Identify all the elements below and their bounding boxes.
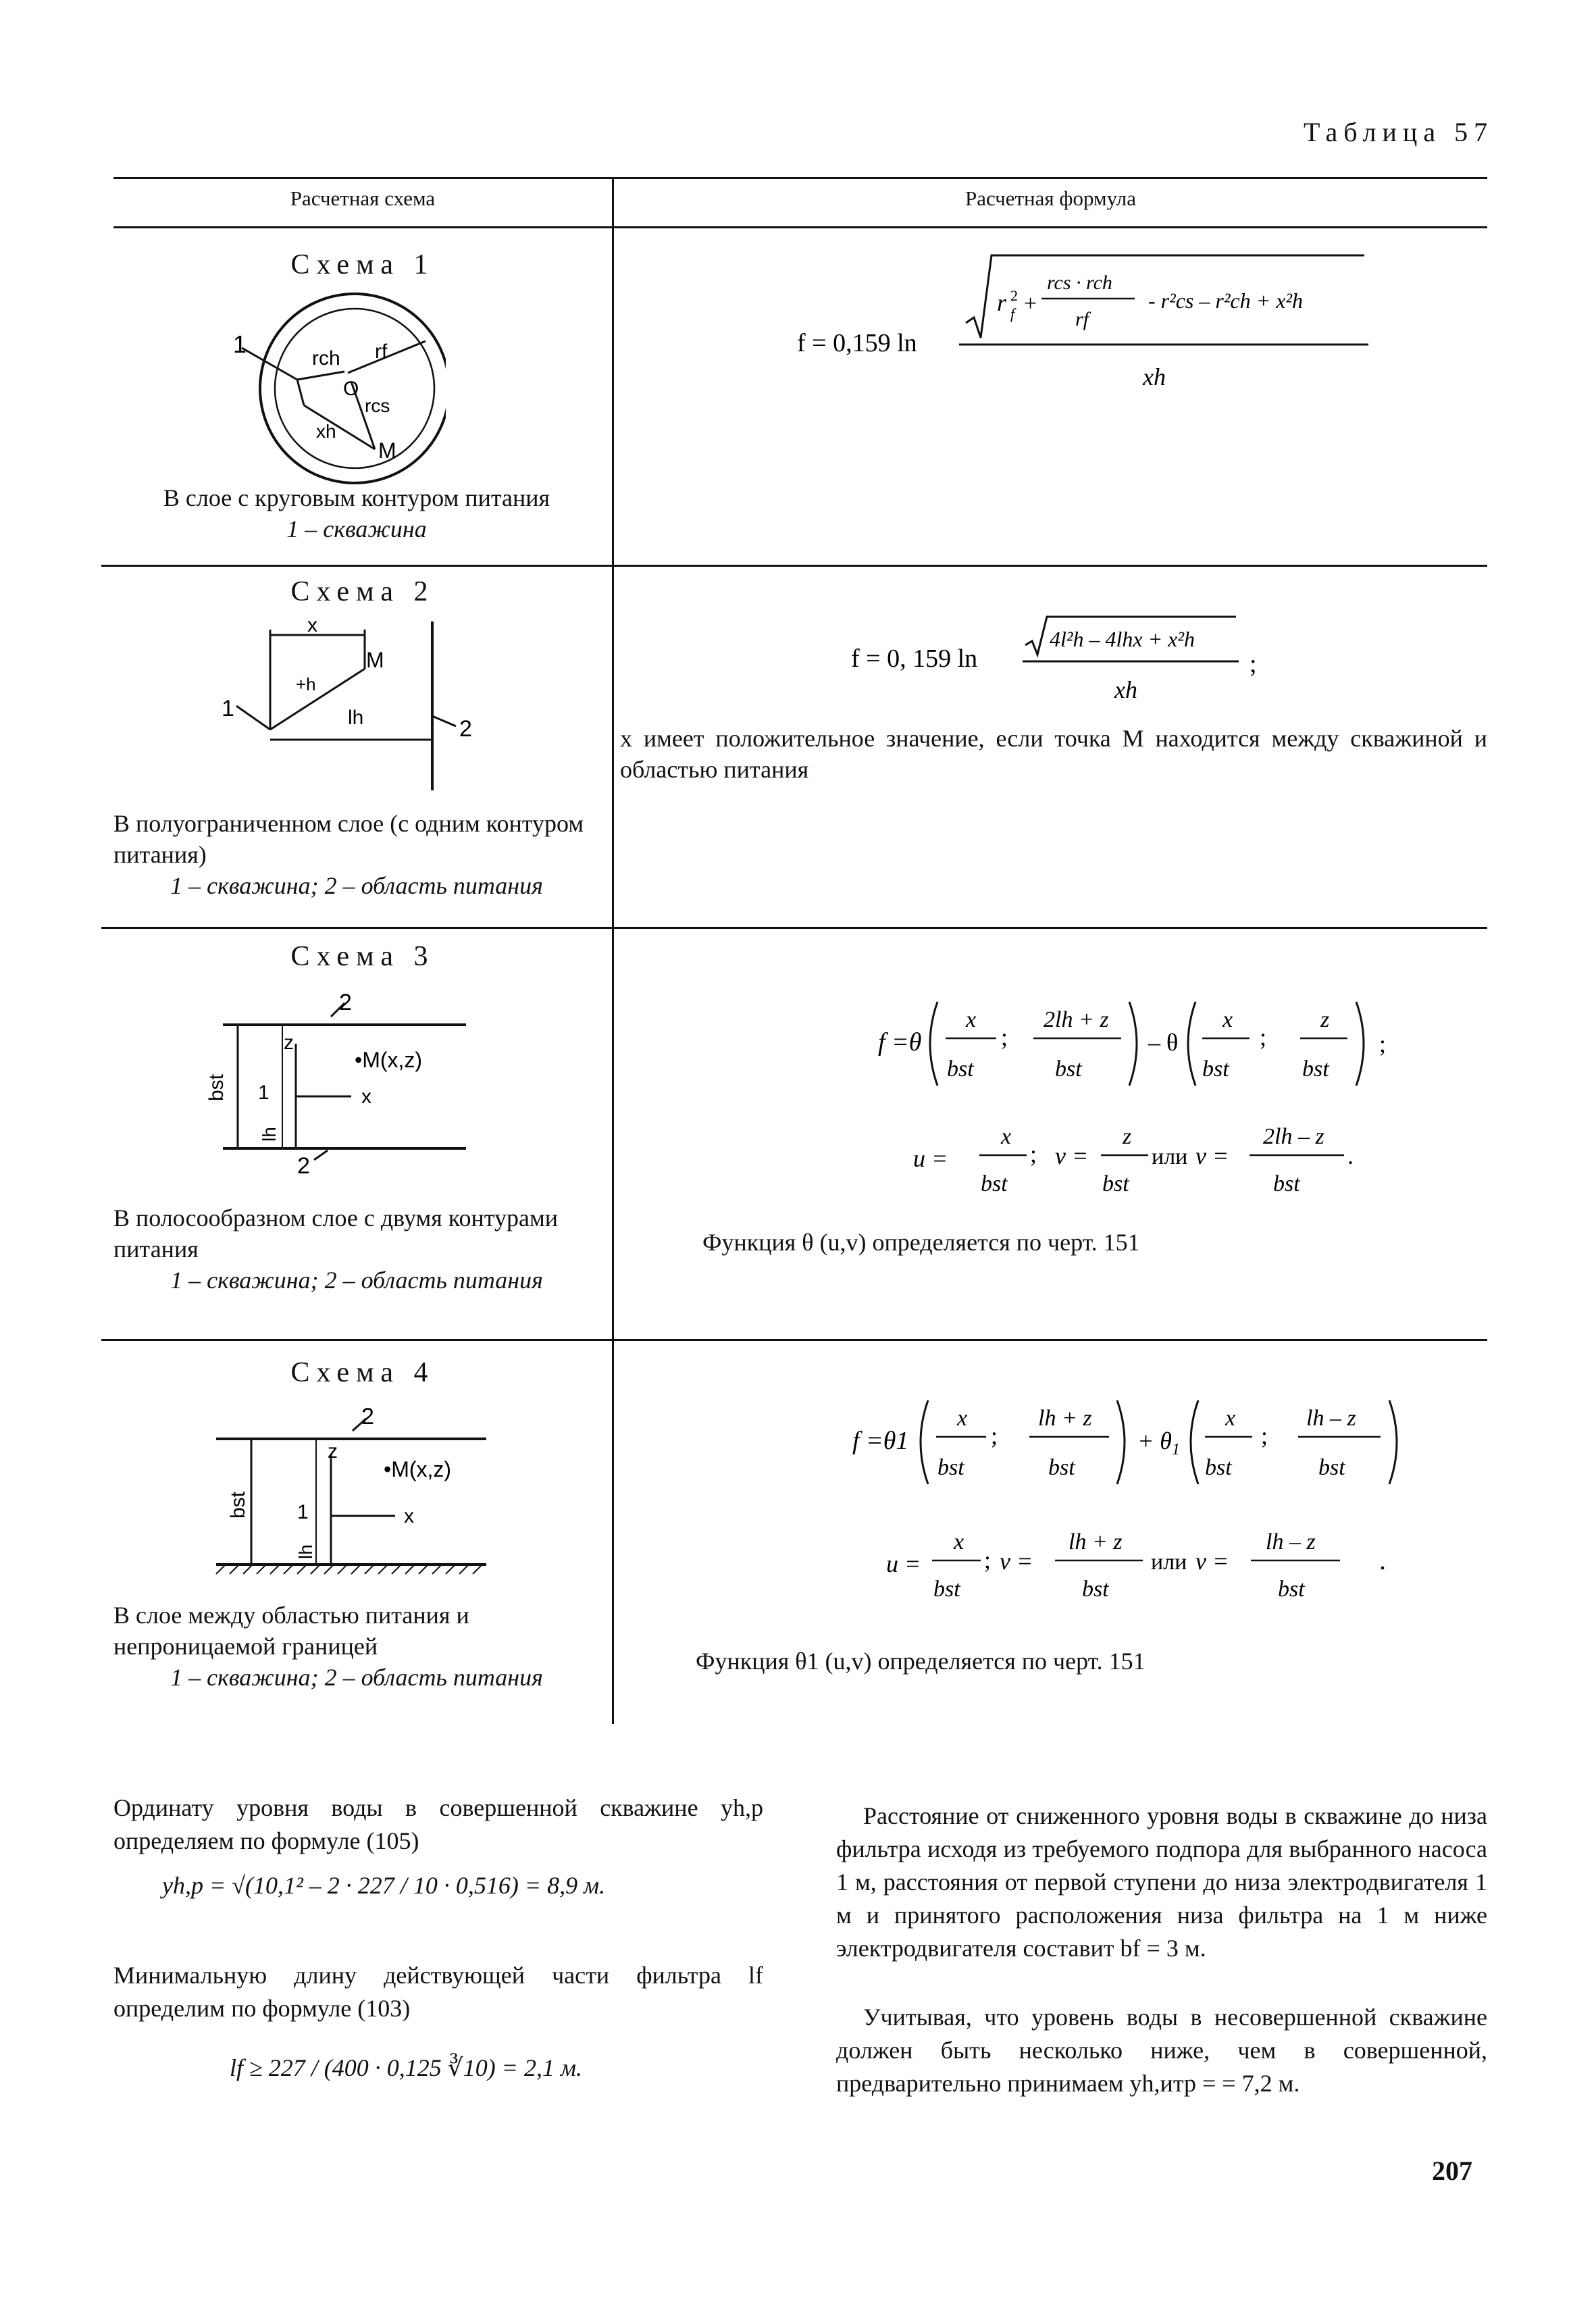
scheme-2-caption-legend: 1 – скважина; 2 – область питания (170, 872, 543, 899)
scheme-4-label-x: x (404, 1505, 414, 1527)
formula-1 (797, 243, 1459, 399)
formula-2-num: 4l²h – 4lhx + x²h (1050, 627, 1195, 651)
formula-1-term-c: - r²cs – r²ch + x²h (1148, 288, 1303, 313)
scheme-4-caption (113, 1600, 600, 1693)
formula-1-den: xh (1143, 363, 1166, 390)
scheme-4-label-1: 1 (297, 1501, 309, 1523)
formula-1-term-b: rf (1075, 308, 1089, 330)
scheme-3-figure (196, 983, 480, 1179)
scheme-4-caption-legend: 1 – скважина; 2 – область питания (170, 1664, 543, 1691)
scheme-3-label-bst: bst (205, 1073, 228, 1101)
scheme-4-figure (203, 1397, 500, 1586)
scheme-4-caption-main: В слое между областью питания и непроницаемой границей (113, 1602, 469, 1660)
scheme-1-label-o: O (343, 378, 359, 400)
table-top-rule (113, 177, 1487, 179)
scheme-2-figure (209, 615, 493, 797)
page-number: 207 (1432, 2156, 1472, 2186)
scheme-2-label-x: x (307, 615, 317, 636)
formula-3-x1: x (966, 1007, 977, 1032)
formula-3-bst3: bst (1202, 1057, 1229, 1082)
formula-4-u-bst: bst (933, 1577, 960, 1602)
svg-text:2: 2 (1010, 287, 1018, 304)
header-scheme: Расчетная схема (290, 186, 436, 210)
scheme-3-caption-legend: 1 – скважина; 2 – область питания (170, 1267, 543, 1294)
formula-3-or: или (1152, 1144, 1188, 1169)
scheme-2-label-2: 2 (459, 716, 472, 742)
scheme-3-label-z: z (284, 1032, 294, 1054)
row-rule-3 (101, 1339, 1487, 1341)
scheme-4-label-lh: lh (295, 1544, 316, 1559)
svg-text:v =: v = (1195, 1548, 1229, 1575)
formula-3-u-bst: bst (981, 1171, 1008, 1196)
bottom-right-paragraph-2: Учитывая, что уровень воды в несовершенной скважине должен быть несколько ниже, чем в совершенной, предварительно принимаем yh,итр = = 7,2 м. (836, 2004, 1487, 2097)
formula-4-bst4: bst (1318, 1455, 1345, 1480)
formula-2-tail: ; (1250, 650, 1257, 678)
svg-text:v =: v = (1000, 1548, 1033, 1575)
svg-text:r: r (997, 289, 1007, 316)
table-title: Таблица 57 (1304, 117, 1494, 147)
scheme-1-label-rch: rch (312, 347, 340, 370)
scheme-2-note: x имеет положительное значение, если точка M находится между скважиной и областью питания (620, 725, 1487, 783)
scheme-2-label-lh: lh (348, 707, 364, 729)
row-rule-2 (101, 927, 1487, 929)
formula-4-v-lhz: lh + z (1069, 1529, 1123, 1554)
svg-text:.: . (1379, 1545, 1386, 1575)
scheme-3-label-mxz: •M(x,z) (355, 1048, 423, 1072)
scheme-1-title: Схема 1 (290, 249, 435, 280)
scheme-4-label-z: z (328, 1440, 338, 1463)
formula-3-2lhz: 2lh + z (1044, 1007, 1109, 1032)
formula-3-bst2: bst (1055, 1057, 1082, 1082)
formula-4-or: или (1151, 1550, 1187, 1575)
formula-4-bst1: bst (937, 1455, 964, 1480)
formula-2-lhs: f = 0, 159 ln (851, 644, 978, 673)
svg-text:v =: v = (1195, 1142, 1229, 1169)
scheme-4-formula-note: Функция θ1 (u,v) определяется по черт. 151 (696, 1648, 1145, 1675)
svg-text:v =: v = (1055, 1142, 1089, 1169)
scheme-3-label-1: 1 (258, 1082, 269, 1104)
scheme-3-label-x: x (361, 1086, 371, 1108)
bottom-left-paragraph-2: Минимальную длину действующей части фильтра lf определим по формуле (103) (113, 1962, 763, 2022)
formula-2-den: xh (1114, 676, 1137, 703)
formula-4-bst2: bst (1048, 1455, 1075, 1480)
scheme-3-formula-note: Функция θ (u,v) определяется по черт. 151 (702, 1229, 1140, 1256)
formula-3-u-x: x (1001, 1124, 1012, 1149)
column-divider (612, 177, 614, 1724)
scheme-1-figure (230, 290, 446, 486)
svg-text:;: ; (991, 1422, 998, 1449)
formula-4-x2: x (1225, 1406, 1236, 1431)
scheme-4-title: Схема 4 (290, 1357, 435, 1388)
bottom-left-formula-1: yh,p = √(10,1² – 2 · 227 / 10 · 0,516) = 8,9 м. (162, 1872, 606, 1899)
svg-text:u =: u = (886, 1550, 921, 1577)
svg-text:;: ; (1030, 1140, 1037, 1167)
svg-text:;: ; (1001, 1023, 1008, 1050)
scheme-2-label-rh: +h (296, 674, 316, 694)
header-rule (113, 226, 1487, 228)
svg-text:;: ; (1379, 1030, 1387, 1057)
formula-3-bst4: bst (1302, 1057, 1329, 1082)
formula-4-f: f =θ1 (852, 1427, 909, 1455)
formula-3-v-z: z (1123, 1124, 1132, 1149)
formula-4-lh-minus: lh – z (1306, 1406, 1356, 1431)
formula-3 (878, 990, 1432, 1219)
formula-4-v2-bst: bst (1278, 1577, 1305, 1602)
bottom-left-paragraph-1: Ординату уровня воды в совершенной скважине yh,p определяем по формуле (105) (113, 1794, 763, 1854)
svg-text:;: ; (1260, 1023, 1267, 1050)
svg-text:+ θ1: + $\theta_1$ (1137, 1427, 1180, 1458)
svg-text:+: + (1024, 291, 1037, 316)
scheme-1-caption (113, 482, 600, 544)
header-formula: Расчетная формула (965, 186, 1136, 210)
scheme-3-caption (113, 1202, 600, 1296)
formula-1-term-a: rcs · rch (1047, 272, 1112, 294)
scheme-2-title: Схема 2 (290, 576, 435, 607)
scheme-2-label-m: M (366, 648, 384, 672)
formula-4-v2-lh-minus: lh – z (1266, 1529, 1316, 1554)
svg-text:.: . (1347, 1142, 1354, 1169)
scheme-1-caption-main: В слое с круговым контуром питания (163, 484, 550, 511)
formula-3-2lh-minus: 2lh – z (1263, 1124, 1324, 1149)
scheme-1-label-1: 1 (233, 330, 247, 358)
formula-3-u: u = (913, 1145, 948, 1172)
scheme-2-caption (113, 808, 600, 901)
scheme-3-label-2a: 2 (339, 990, 352, 1015)
bottom-left-formula-2: lf ≥ 227 / (400 · 0,125 ∛10) = 2,1 м. (230, 2054, 582, 2081)
bottom-right-paragraph-1: Расстояние от сниженного уровня воды в скважине до низа фильтра исходя из требуемого подпора для выбранного насоса 1 м, расстояния от первой ступени до низа электродвигателя 1 м и принятого расположения низа фильтра на 1 м ниже электродвигателя составит bf = 3 м. (836, 1802, 1487, 1962)
formula-3-bst1: bst (947, 1057, 974, 1082)
row-rule-1 (101, 565, 1487, 567)
svg-text:f: f (1010, 305, 1015, 322)
scheme-2-caption-main: В полуограниченном слое (с одним контуром питания) (113, 810, 584, 868)
scheme-1-label-rcs: rcs (365, 395, 390, 416)
scheme-4-label-mxz: •M(x,z) (384, 1457, 452, 1481)
formula-4-lhz: lh + z (1038, 1406, 1092, 1431)
svg-text:;: ; (984, 1546, 992, 1573)
formula-4-bst3: bst (1205, 1455, 1232, 1480)
formula-4-v-bst: bst (1082, 1577, 1109, 1602)
formula-4 (852, 1388, 1426, 1618)
scheme-1-caption-legend: 1 – скважина (286, 515, 427, 542)
scheme-3-label-2b: 2 (297, 1153, 310, 1179)
scheme-1-label-xh: xh (316, 421, 336, 442)
scheme-4-label-2: 2 (361, 1404, 374, 1429)
formula-3-x2: x (1222, 1007, 1233, 1032)
scheme-1-label-rf: rf (375, 340, 388, 363)
scheme-4-label-bst: bst (227, 1491, 249, 1519)
formula-3-z: z (1320, 1007, 1330, 1032)
svg-text:;: ; (1261, 1422, 1268, 1449)
scheme-2-label-1: 1 (222, 696, 234, 721)
formula-1-lhs: f = 0,159 ln (797, 329, 917, 357)
scheme-3-title: Схема 3 (290, 941, 435, 972)
formula-4-u-x: x (954, 1529, 964, 1554)
scheme-3-label-lh: lh (259, 1127, 280, 1142)
scheme-3-caption-main: В полосообразном слое с двумя контурами питания (113, 1204, 559, 1263)
formula-3-v2-bst: bst (1273, 1171, 1300, 1196)
scheme-1-label-m: M (378, 438, 396, 463)
formula-2 (851, 611, 1283, 719)
formula-3-f: f =θ (878, 1028, 922, 1057)
formula-4-x1: x (957, 1406, 968, 1431)
formula-3-v-bst: bst (1102, 1171, 1129, 1196)
svg-text:– θ: – θ (1148, 1029, 1179, 1056)
